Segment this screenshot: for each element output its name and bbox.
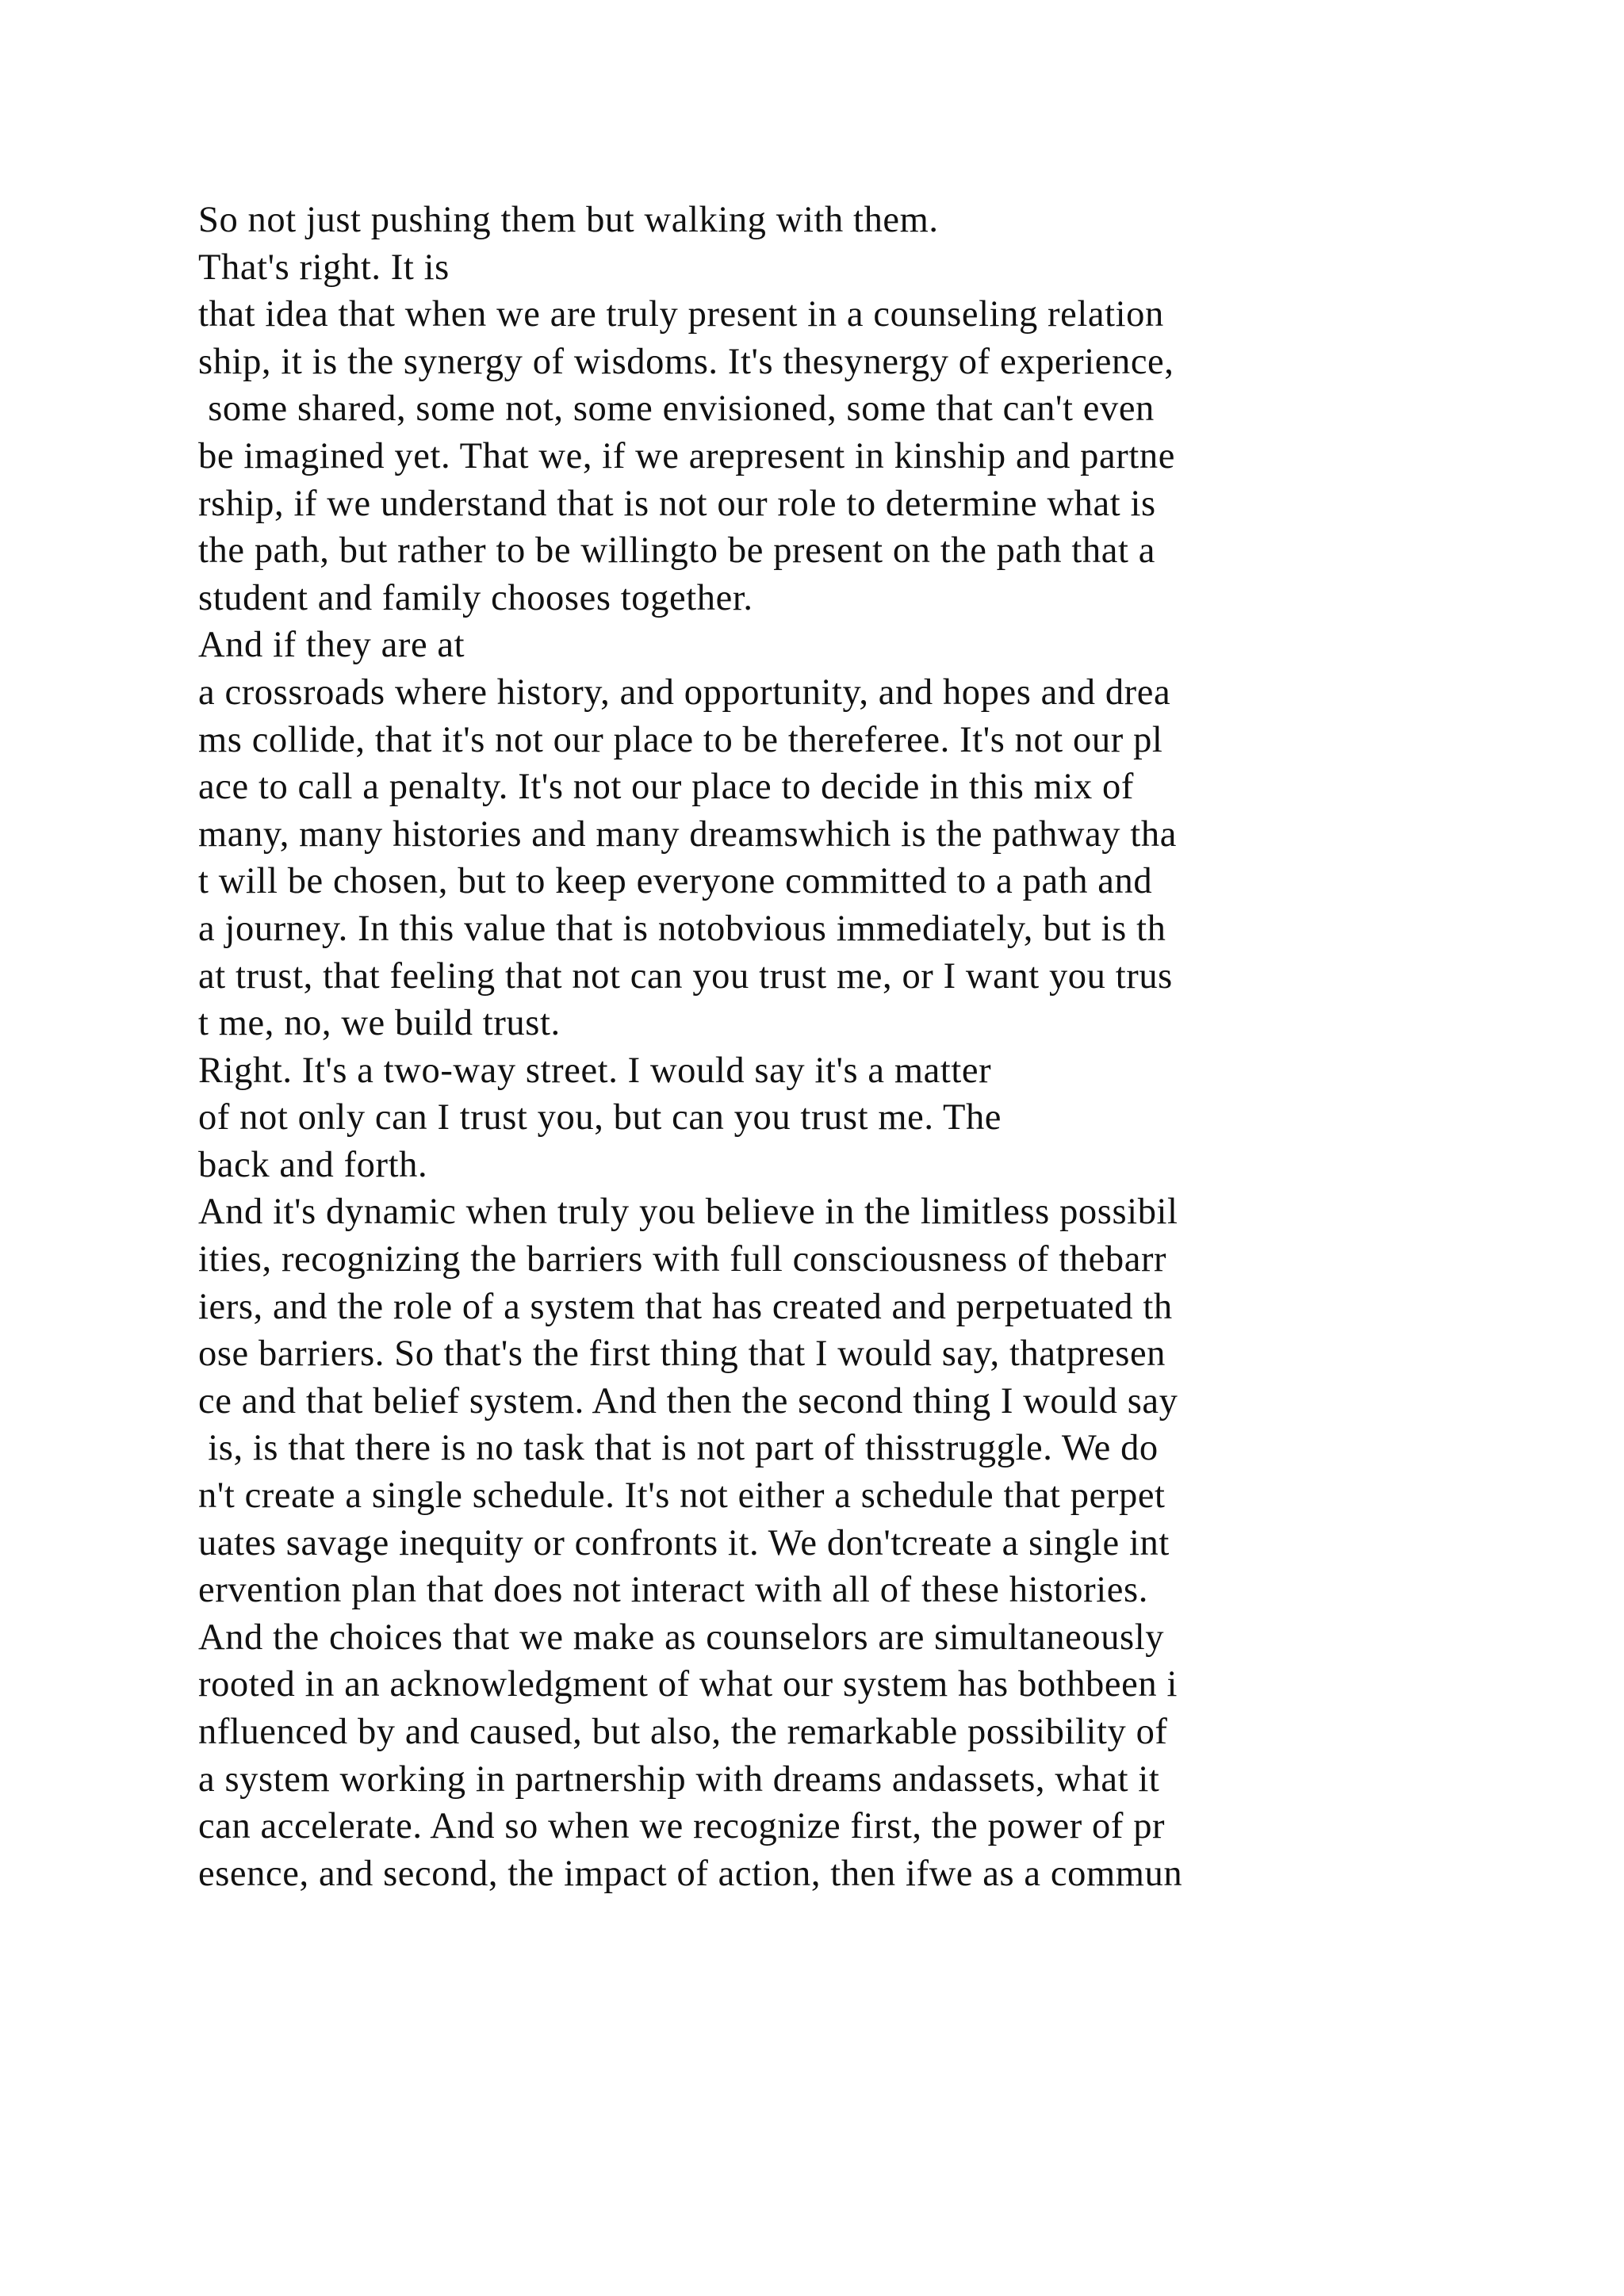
text-line: iers, and the role of a system that has created and perpetuated th xyxy=(198,1286,1173,1327)
text-line: a system working in partnership with dreams andassets, what it xyxy=(198,1758,1160,1800)
text-line: at trust, that feeling that not can you trust me, or I want you trus xyxy=(198,955,1173,997)
text-line: ace to call a penalty. It's not our place to decide in this mix of xyxy=(198,767,1134,808)
text-line: ce and that belief system. And then the second thing I would say xyxy=(198,1380,1178,1422)
text-line: t will be chosen, but to keep everyone committed to a path and xyxy=(198,861,1153,902)
text-line: ship, it is the synergy of wisdoms. It's thesynergy of experience, xyxy=(198,341,1174,382)
text-line: n't create a single schedule. It's not either a schedule that perpet xyxy=(198,1475,1166,1517)
text-line: the path, but rather to be willingto be present on the path that a xyxy=(198,530,1155,572)
text-line: back and forth. xyxy=(198,1144,428,1185)
text-line: rooted in an acknowledgment of what our system has bothbeen i xyxy=(198,1664,1178,1705)
text-line: of not only can I trust you, but can you trust me. The xyxy=(198,1097,1002,1138)
text-line: Right. It's a two-way street. I would say it's a matter xyxy=(198,1050,992,1091)
text-line: That's right. It is xyxy=(198,247,450,288)
text-line: So not just pushing them but walking with them. xyxy=(198,200,939,240)
text-line: t me, no, we build trust. xyxy=(198,1003,561,1044)
text-line: And the choices that we make as counselors are simultaneously xyxy=(198,1617,1165,1658)
text-line: ervention plan that does not interact with all of these histories. xyxy=(198,1570,1148,1611)
text-line: is, is that there is no task that is not part of thisstruggle. We do xyxy=(198,1428,1159,1469)
text-line: many, many histories and many dreamswhich is the pathway tha xyxy=(198,813,1177,855)
text-line: esence, and second, the impact of action, then ifwe as a commun xyxy=(198,1853,1183,1894)
text-line: And if they are at xyxy=(198,625,465,666)
text-line: rship, if we understand that is not our role to determine what is xyxy=(198,483,1156,524)
text-line: ose barriers. So that's the first thing that I would say, thatpresen xyxy=(198,1334,1166,1375)
text-line: that idea that when we are truly present in a counseling relation xyxy=(198,294,1164,335)
text-line: a crossroads where history, and opportunity, and hopes and drea xyxy=(198,672,1171,713)
document-body-text xyxy=(198,197,1451,1897)
text-line: And it's dynamic when truly you believe in the limitless possibil xyxy=(198,1192,1178,1233)
text-line: some shared, some not, some envisioned, some that can't even xyxy=(198,388,1155,430)
text-line: uates savage inequity or confronts it. We don'tcreate a single int xyxy=(198,1522,1170,1563)
text-line: be imagined yet. That we, if we arepresent in kinship and partne xyxy=(198,435,1175,476)
text-line: nfluenced by and caused, but also, the remarkable possibility of xyxy=(198,1712,1168,1752)
text-line: a journey. In this value that is notobvious immediately, but is th xyxy=(198,908,1166,949)
text-line: student and family chooses together. xyxy=(198,577,753,618)
text-line: ities, recognizing the barriers with full consciousness of thebarr xyxy=(198,1239,1167,1280)
text-line: ms collide, that it's not our place to be thereferee. It's not our pl xyxy=(198,719,1163,760)
text-line: can accelerate. And so when we recognize first, the power of pr xyxy=(198,1806,1166,1847)
